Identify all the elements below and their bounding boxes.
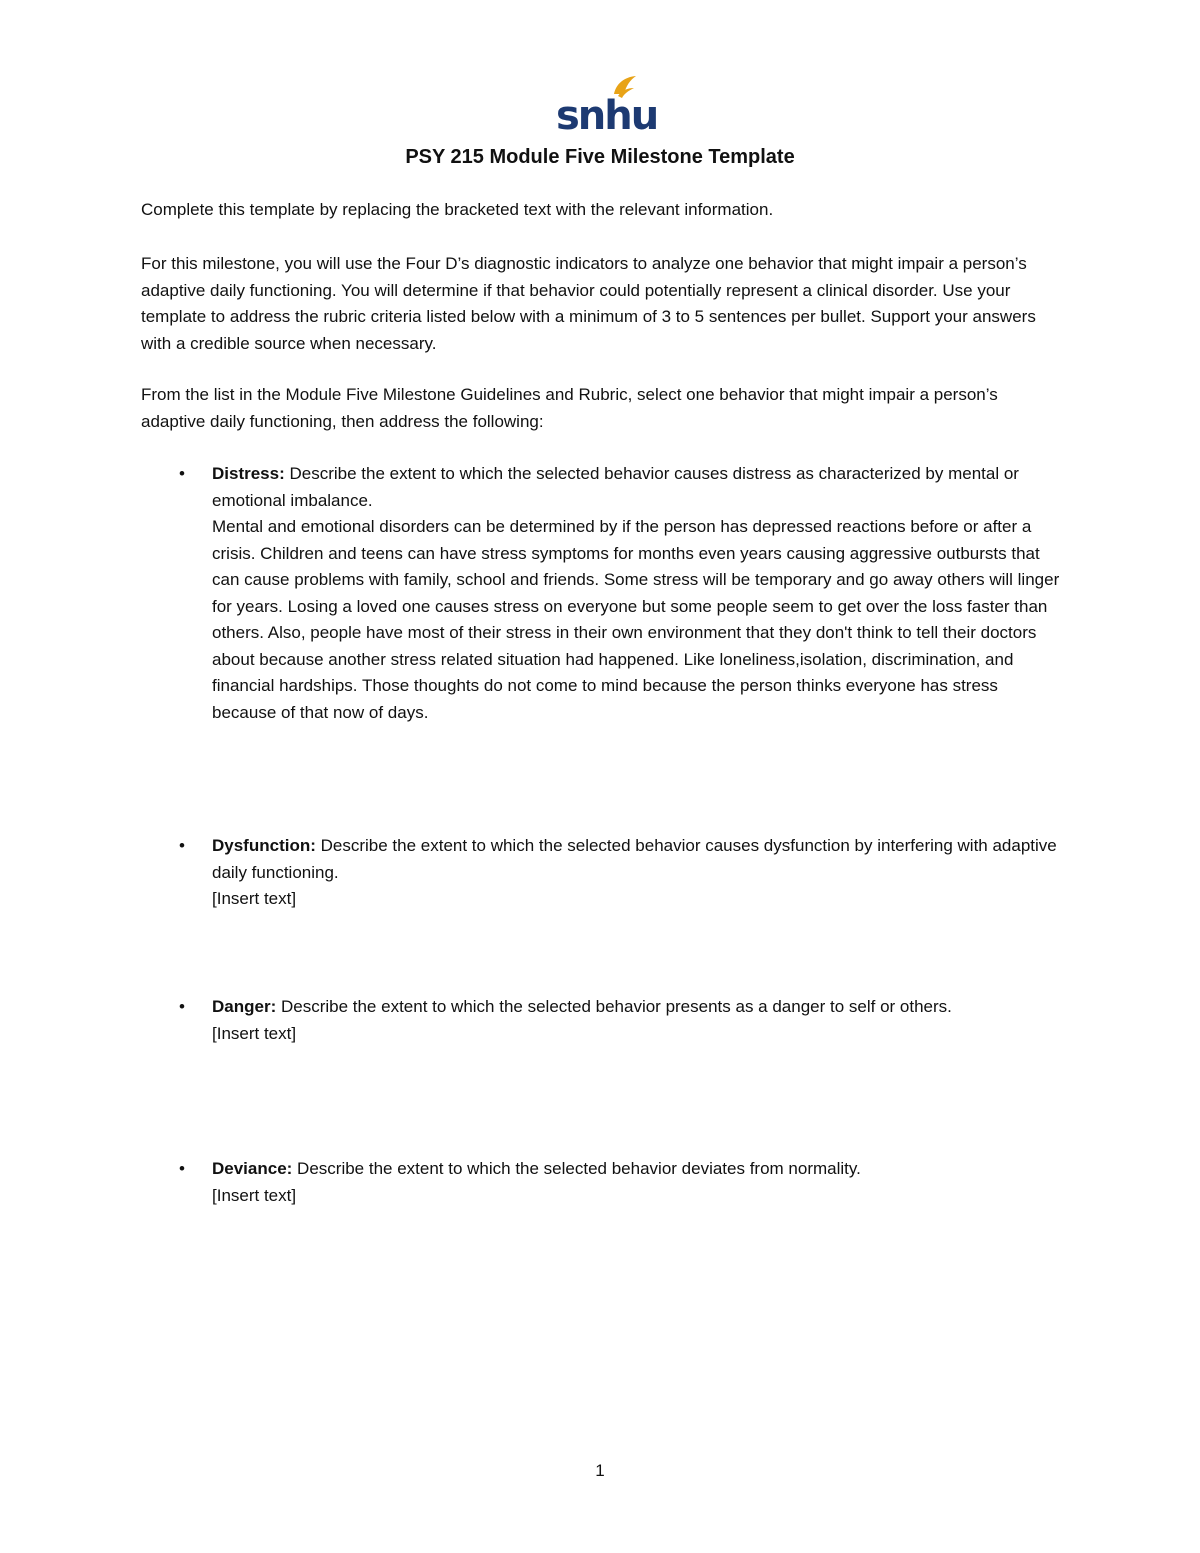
bullet-danger — [179, 994, 1062, 1047]
bullet-dot-icon: • — [179, 464, 185, 483]
intro-paragraph: Complete this template by replacing the bracketed text with the relevant information. — [141, 200, 774, 219]
bullet-dot-icon: • — [179, 1159, 185, 1178]
bullet-label: Distress: — [212, 464, 285, 483]
bullet-dot-icon: • — [179, 836, 185, 855]
bullet-dot-icon: • — [179, 997, 185, 1016]
snhu-logo — [556, 72, 658, 139]
lead-in-paragraph: From the list in the Module Five Milestone Guidelines and Rubric, select one behavior that might impair a person’s adaptive daily functioning, then address the following: — [141, 385, 998, 431]
bullet-prompt: Describe the extent to which the selected behavior causes dysfunction by interfering with adaptive daily functioning. — [212, 836, 1057, 882]
logo-wordmark: snhu — [556, 93, 658, 139]
bullet-prompt: Describe the extent to which the selected behavior causes distress as characterized by mental or emotional imbalance. — [212, 464, 1019, 510]
bullet-prompt: Describe the extent to which the selected behavior deviates from normality. — [292, 1159, 861, 1178]
bullet-prompt: Describe the extent to which the selected behavior presents as a danger to self or others. — [276, 997, 952, 1016]
bullet-label: Deviance: — [212, 1159, 293, 1178]
page-number: 1 — [595, 1461, 605, 1480]
bullet-deviance — [179, 1156, 1062, 1209]
bullet-label: Danger: — [212, 997, 277, 1016]
bullet-label: Dysfunction: — [212, 836, 316, 855]
bullet-distress — [179, 461, 1062, 726]
instructions-paragraph: For this milestone, you will use the Four D’s diagnostic indicators to analyze one behavior that might impair a person’s adaptive daily functioning. You will determine if that behavior could potentially represent a clinical disorder. Use your template to address the rubric criteria listed below with a minimum of 3 to 5 sentences per bullet. Support your answers with a credible source when necessary. — [141, 254, 1036, 353]
bullet-answer: [Insert text] — [212, 889, 297, 908]
bullet-dysfunction — [179, 833, 1062, 913]
bullet-answer: [Insert text] — [212, 1023, 297, 1043]
snhu-logo-image — [556, 72, 658, 139]
bullet-answer: Mental and emotional disorders can be determined by if the person has depressed reactions before or after a crisis. Children and teens can have stress symptoms for months even years causing aggressive outbursts that can cause problems with family, school and friends. Some stress will be temporary and go away others will linger for years. Losing a loved one causes stress on everyone but some people seem to get over the loss faster than others. Also, people have most of their stress in their own environment that they don't think to tell their doctors about because another stress related situation had happened. Like loneliness,isolation, discrimination, and financial hardships. Those thoughts do not come to mind because the person thinks everyone has stress because of that now of days. — [212, 517, 1060, 722]
document-title: PSY 215 Module Five Milestone Template — [405, 146, 795, 168]
bullet-answer: [Insert text] — [212, 1185, 297, 1205]
